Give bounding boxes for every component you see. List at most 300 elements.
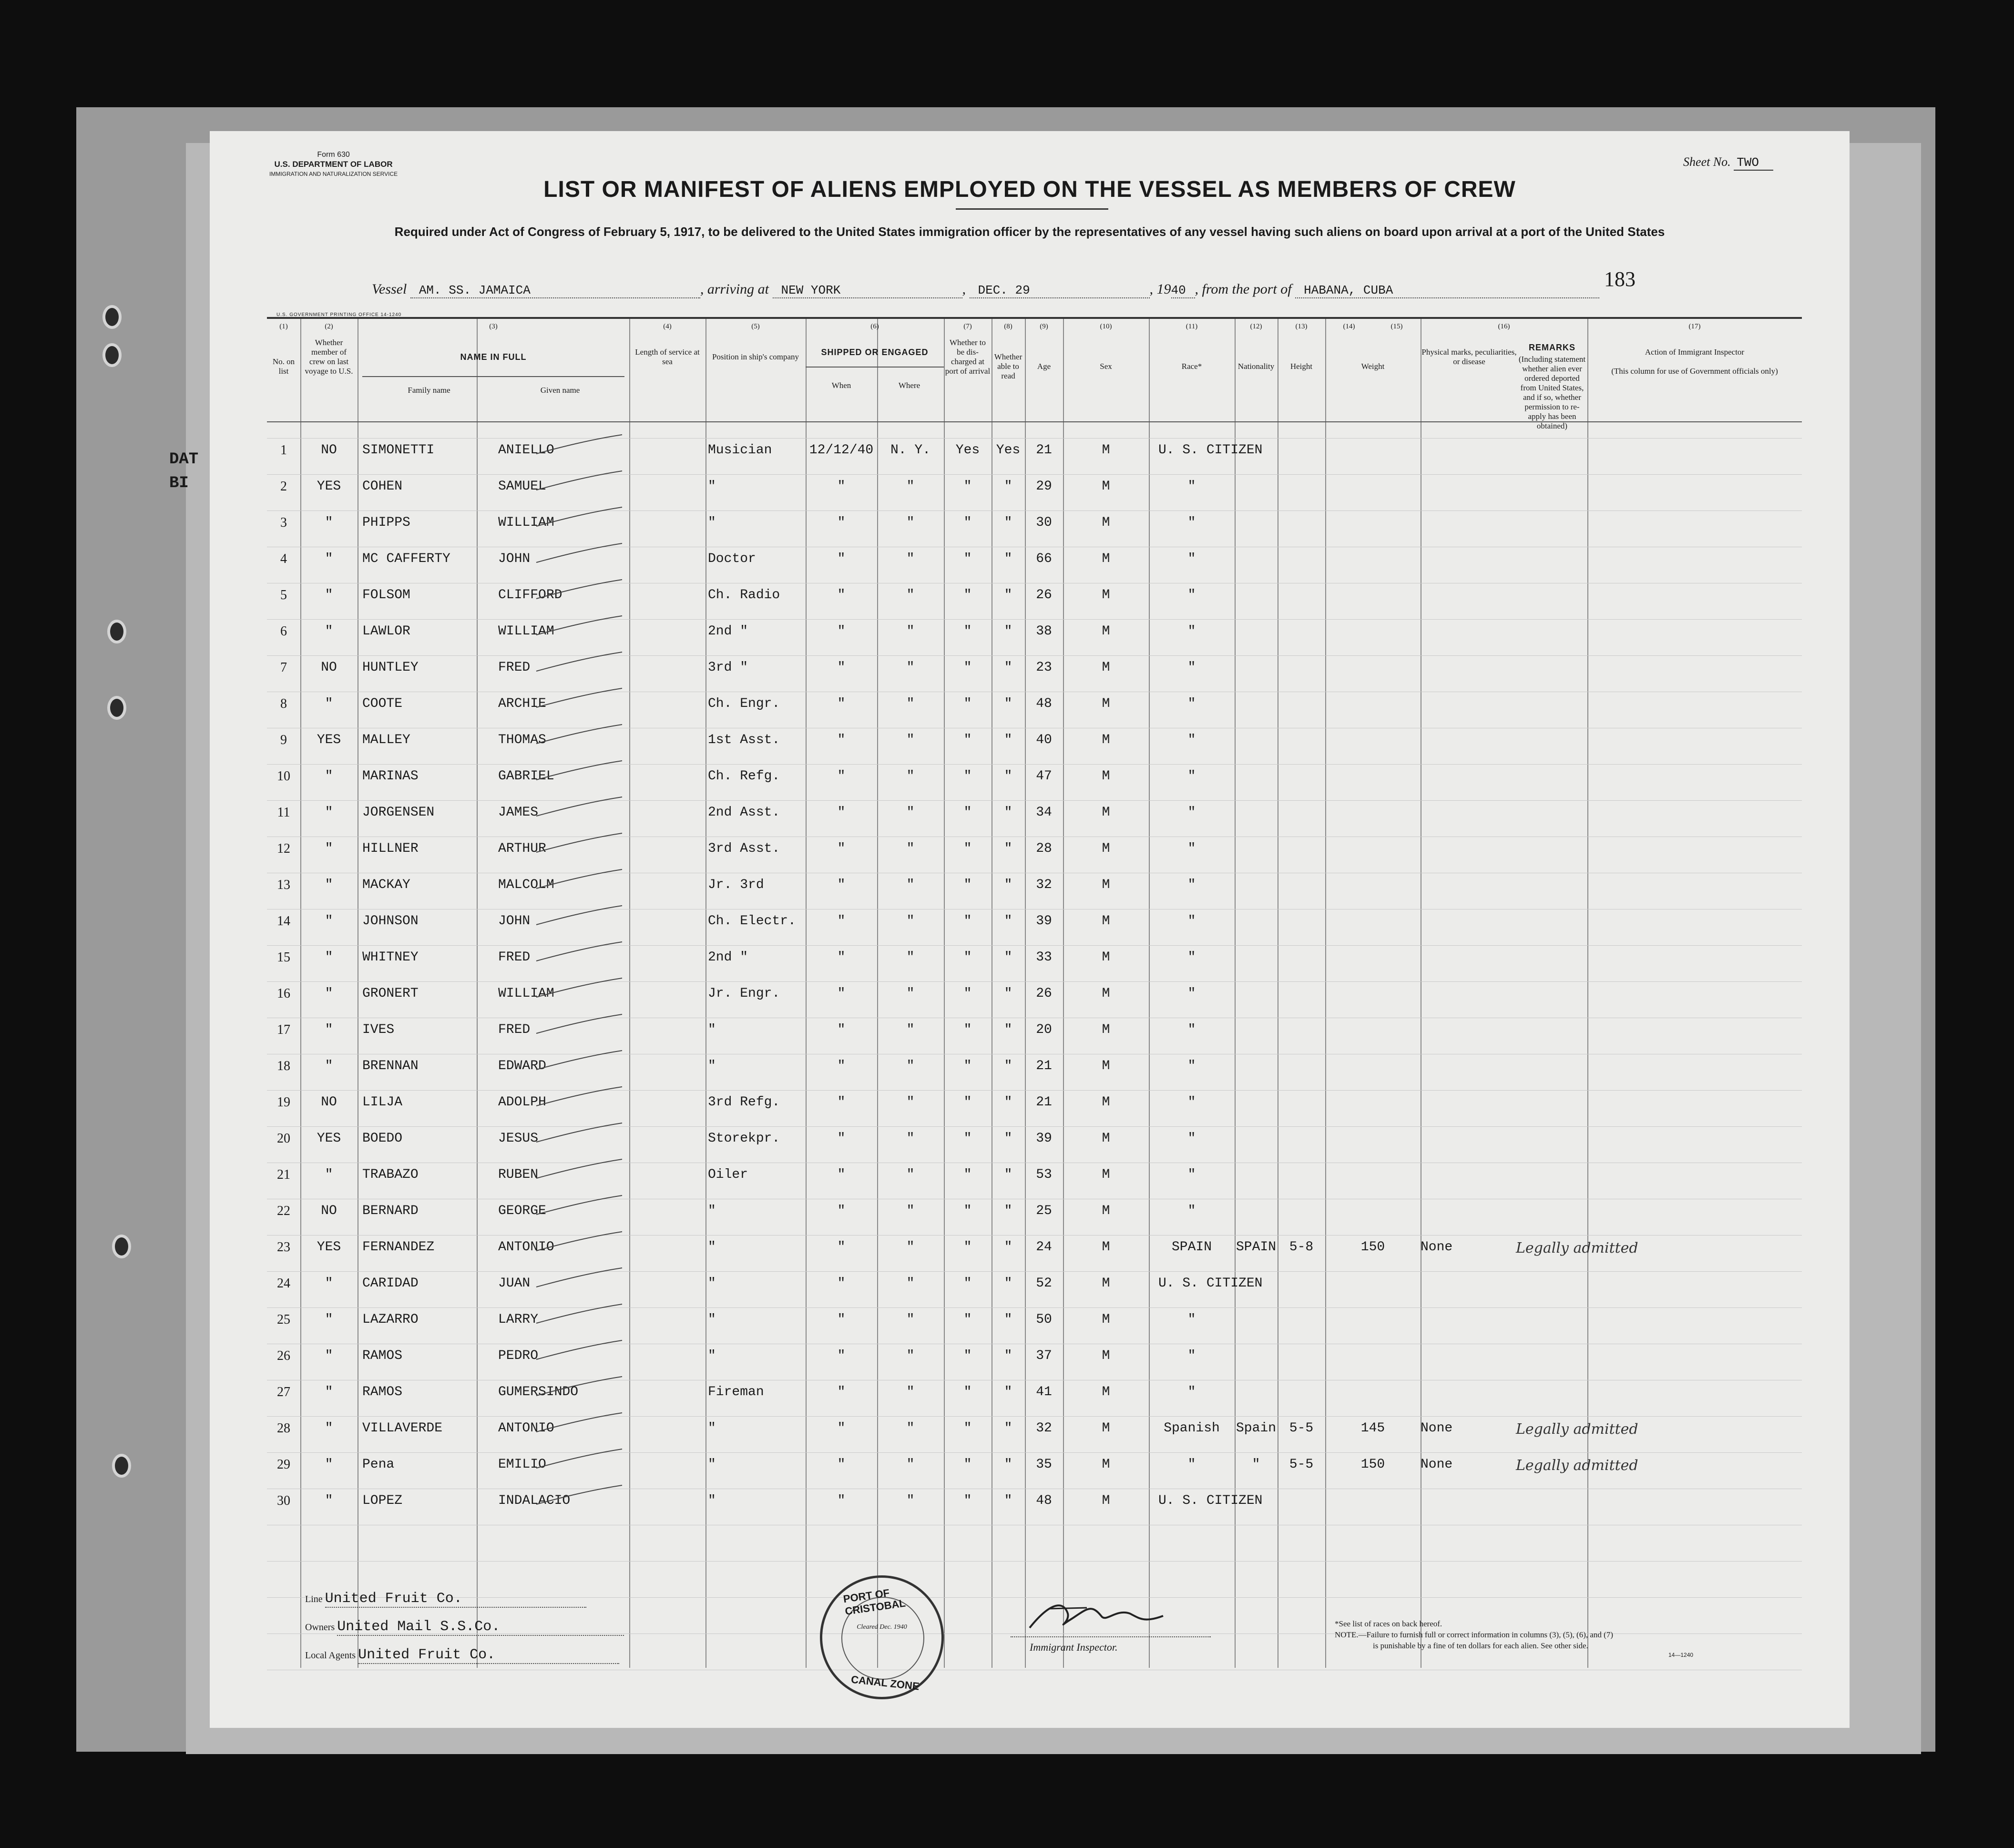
cell-position: ": [708, 1348, 716, 1363]
port-stamp: [820, 1575, 944, 1699]
cell-where: ": [906, 551, 915, 566]
cell-read: ": [1004, 1385, 1012, 1399]
cell-discharged: ": [963, 1240, 972, 1255]
stamp-top-text: PORT OF CRISTOBAL: [842, 1586, 907, 1618]
cell-family: LILJA: [362, 1095, 403, 1110]
cell-no: 26: [277, 1348, 290, 1363]
cell-height: 5-8: [1289, 1240, 1314, 1255]
cell-race: Spanish: [1164, 1421, 1220, 1436]
cell-member: ": [325, 950, 333, 965]
table-row: [267, 1385, 1802, 1421]
owners-label: Owners: [305, 1622, 335, 1633]
cell-read: ": [1004, 733, 1012, 747]
cell-no: 21: [277, 1167, 290, 1182]
cell-discharged: ": [963, 1095, 972, 1110]
inspector-label: Immigrant Inspector.: [1030, 1641, 1118, 1653]
cell-marks: None: [1421, 1457, 1453, 1472]
cell-height: 5-5: [1289, 1421, 1314, 1436]
cell-race: ": [1187, 1385, 1196, 1399]
cell-no: 15: [277, 950, 290, 965]
service: IMMIGRATION AND NATURALIZATION SERVICE: [269, 171, 398, 177]
cell-member: ": [325, 1457, 333, 1472]
cell-sex: M: [1102, 1312, 1110, 1327]
cell-discharged: ": [963, 1204, 972, 1218]
cell-member: ": [325, 1493, 333, 1508]
cell-position: 2nd ": [708, 950, 748, 965]
cell-discharged: ": [963, 1167, 972, 1182]
cell-age: 26: [1036, 986, 1052, 1001]
service-tick-mark: [534, 1447, 624, 1470]
signature-line: [1011, 1636, 1211, 1637]
cell-when: ": [837, 1312, 846, 1327]
cell-sex: M: [1102, 1167, 1110, 1182]
cell-race: ": [1187, 624, 1196, 639]
cell-read: ": [1004, 1493, 1012, 1508]
cell-read: ": [1004, 1457, 1012, 1472]
cell-given: ARTHUR: [498, 841, 546, 856]
cell-position: Doctor: [708, 551, 756, 566]
cell-race: ": [1187, 1312, 1196, 1327]
column-number: (16): [1498, 323, 1510, 330]
cell-age: 38: [1036, 624, 1052, 639]
cell-member: ": [325, 696, 333, 711]
cell-sex: M: [1102, 624, 1110, 639]
column-number: (9): [1040, 323, 1048, 330]
table-row: [267, 1022, 1802, 1059]
form-code: 14—1240: [1668, 1652, 1694, 1658]
cell-sex: M: [1102, 1131, 1110, 1146]
cell-family: GRONERT: [362, 986, 419, 1001]
cell-sex: M: [1102, 515, 1110, 530]
cell-sex: M: [1102, 986, 1110, 1001]
cell-given: ANTONIO: [498, 1240, 554, 1255]
cell-race: ": [1187, 1131, 1196, 1146]
header-whether-member: Whether member of crew on last voyage to U.S.: [305, 338, 353, 376]
row-band-line: [267, 438, 1802, 439]
table-row: [267, 624, 1802, 660]
cell-sex: M: [1102, 1276, 1110, 1291]
service-tick-mark: [534, 795, 624, 818]
cell-race: ": [1187, 733, 1196, 747]
cell-family: COOTE: [362, 696, 403, 711]
cell-sex: M: [1102, 805, 1110, 820]
cell-position: Ch. Electr.: [708, 914, 796, 929]
cell-position: ": [708, 1493, 716, 1508]
cell-no: 23: [277, 1240, 290, 1255]
cell-position: Ch. Radio: [708, 588, 780, 602]
cell-given: EMILIO: [498, 1457, 546, 1472]
cell-member: ": [325, 1167, 333, 1182]
cell-discharged: ": [963, 1276, 972, 1291]
cell-race: ": [1187, 950, 1196, 965]
header-discharged: Whether to be dis-charged at port of arrival: [945, 338, 991, 376]
column-number: (14): [1343, 323, 1355, 330]
service-tick-mark: [534, 1410, 624, 1434]
cell-sex: M: [1102, 769, 1110, 784]
cell-position: ": [708, 1457, 716, 1472]
cell-family: FERNANDEZ: [362, 1240, 435, 1255]
cell-read: ": [1004, 769, 1012, 784]
cell-given: JESUS: [498, 1131, 539, 1146]
header-action: Action of Immigrant Inspector: [1645, 347, 1745, 357]
cell-sex: M: [1102, 696, 1110, 711]
cell-member: YES: [317, 1240, 341, 1255]
service-tick-mark: [534, 469, 624, 492]
cell-family: Pena: [362, 1457, 395, 1472]
cell-discharged: ": [963, 986, 972, 1001]
cell-race: ": [1187, 986, 1196, 1001]
column-number: (12): [1250, 323, 1262, 330]
stamp-bottom-text: CANAL ZONE: [850, 1673, 920, 1693]
cell-race: ": [1187, 551, 1196, 566]
cell-where: ": [906, 986, 915, 1001]
cell-read: ": [1004, 1348, 1012, 1363]
cell-where: ": [906, 1022, 915, 1037]
cell-age: 41: [1036, 1385, 1052, 1399]
cell-given: WILLIAM: [498, 624, 554, 639]
cell-sex: M: [1102, 443, 1110, 458]
table-row: [267, 588, 1802, 624]
cell-read: ": [1004, 1421, 1012, 1436]
cell-race: ": [1187, 914, 1196, 929]
column-number: (3): [489, 323, 498, 330]
cell-family: LAWLOR: [362, 624, 410, 639]
arriving-port: NEW YORK: [773, 283, 962, 298]
service-tick-mark: [534, 650, 624, 674]
cell-age: 25: [1036, 1204, 1052, 1218]
cell-family: TRABAZO: [362, 1167, 419, 1182]
table-row: [267, 805, 1802, 841]
cell-age: 20: [1036, 1022, 1052, 1037]
cell-position: 3rd Refg.: [708, 1095, 780, 1110]
cell-no: 18: [277, 1059, 290, 1073]
cell-no: 5: [280, 588, 287, 602]
cell-where: ": [906, 1312, 915, 1327]
cell-position: ": [708, 1240, 716, 1255]
cell-when: ": [837, 1095, 846, 1110]
cell-age: 35: [1036, 1457, 1052, 1472]
cell-member: ": [325, 551, 333, 566]
cell-when: ": [837, 1167, 846, 1182]
shipped-rule: [806, 367, 944, 368]
punch-hole: [107, 696, 126, 720]
cell-given: THOMAS: [498, 733, 546, 747]
punch-hole: [112, 1235, 131, 1258]
cell-no: 6: [280, 624, 287, 639]
header-nationality: Nationality: [1237, 362, 1275, 371]
cell-age: 53: [1036, 1167, 1052, 1182]
cell-when: ": [837, 1240, 846, 1255]
from-label: , from the port of: [1195, 281, 1292, 297]
cell-race: ": [1187, 660, 1196, 675]
cell-position: Musician: [708, 443, 772, 458]
cell-position: ": [708, 479, 716, 494]
cell-where: ": [906, 878, 915, 892]
cell-age: 21: [1036, 443, 1052, 458]
cell-position: Jr. 3rd: [708, 878, 764, 892]
table-row: [267, 1457, 1802, 1493]
cell-when: ": [837, 1131, 846, 1146]
cell-where: ": [906, 769, 915, 784]
table-row: [267, 551, 1802, 588]
table-row: [267, 696, 1802, 733]
cell-family: MACKAY: [362, 878, 410, 892]
cell-sex: M: [1102, 733, 1110, 747]
cell-race: ": [1187, 696, 1196, 711]
table-row: [267, 914, 1802, 950]
table-row: [267, 1348, 1802, 1385]
cell-where: ": [906, 1348, 915, 1363]
cell-when: ": [837, 950, 846, 965]
cell-discharged: ": [963, 1385, 972, 1399]
cell-age: 66: [1036, 551, 1052, 566]
cell-nationality: SPAIN: [1236, 1240, 1276, 1255]
cell-family: PHIPPS: [362, 515, 410, 530]
cell-given: JOHN: [498, 551, 531, 566]
table-row: [267, 1167, 1802, 1204]
header-age: Age: [1037, 362, 1051, 371]
cell-member: ": [325, 914, 333, 929]
cell-where: ": [906, 1385, 915, 1399]
cell-sex: M: [1102, 1421, 1110, 1436]
cell-age: 37: [1036, 1348, 1052, 1363]
cell-discharged: ": [963, 1457, 972, 1472]
cell-read: ": [1004, 1167, 1012, 1182]
cell-nationality: ": [1252, 1457, 1260, 1472]
column-number: (13): [1295, 323, 1308, 330]
header-able-to-read: Whether able to read: [994, 352, 1022, 380]
cell-no: 7: [280, 660, 287, 675]
cell-sex: M: [1102, 660, 1110, 675]
cell-sex: M: [1102, 1059, 1110, 1073]
cell-member: ": [325, 1348, 333, 1363]
cell-given: RUBEN: [498, 1167, 539, 1182]
cell-where: ": [906, 624, 915, 639]
table-row: [267, 660, 1802, 696]
table-row: [267, 986, 1802, 1022]
cell-no: 20: [277, 1131, 290, 1146]
cell-position: 2nd Asst.: [708, 805, 780, 820]
cell-member: ": [325, 878, 333, 892]
cell-member: ": [325, 1312, 333, 1327]
cell-where: ": [906, 1095, 915, 1110]
sheet-value: TWO: [1734, 155, 1773, 171]
cell-family: LAZARRO: [362, 1312, 419, 1327]
table-row: [267, 878, 1802, 914]
header-shipped: SHIPPED OR ENGAGED: [821, 347, 929, 357]
service-tick-mark: [534, 1157, 624, 1181]
cell-age: 52: [1036, 1276, 1052, 1291]
footer-line: [305, 1585, 624, 1613]
cell-when: ": [837, 805, 846, 820]
arrival-date: DEC. 29: [970, 283, 1150, 298]
cell-family: HUNTLEY: [362, 660, 419, 675]
cell-given: INDALACIO: [498, 1493, 571, 1508]
table-row: [267, 1059, 1802, 1095]
column-number: (4): [663, 323, 672, 330]
cell-where: ": [906, 1167, 915, 1182]
cell-family: WHITNEY: [362, 950, 419, 965]
cell-where: ": [906, 950, 915, 965]
cell-race: ": [1187, 1059, 1196, 1073]
service-tick-mark: [534, 867, 624, 891]
column-number: (10): [1100, 323, 1112, 330]
cell-position: Storekpr.: [708, 1131, 780, 1146]
cell-sex: M: [1102, 1385, 1110, 1399]
cell-member: ": [325, 1022, 333, 1037]
cell-sex: M: [1102, 588, 1110, 602]
column-number: (6): [870, 323, 879, 330]
cell-when: ": [837, 914, 846, 929]
cell-when: ": [837, 1276, 846, 1291]
table-row: [267, 1312, 1802, 1348]
cell-discharged: ": [963, 479, 972, 494]
cell-position: ": [708, 1059, 716, 1073]
cell-nationality: Spain: [1236, 1421, 1276, 1436]
cell-when: ": [837, 1059, 846, 1073]
inspector-signature: [1020, 1594, 1201, 1637]
cell-position: 2nd ": [708, 624, 748, 639]
cell-age: 32: [1036, 878, 1052, 892]
cell-where: ": [906, 1421, 915, 1436]
table-row: [267, 1276, 1802, 1312]
cell-race: ": [1187, 1457, 1196, 1472]
service-tick-mark: [534, 1266, 624, 1289]
cell-remarks: Legally admitted: [1516, 1240, 1638, 1256]
service-tick-mark: [534, 1012, 624, 1036]
service-tick-mark: [534, 541, 624, 565]
header-action-sub: (This column for use of Government officials only): [1611, 367, 1778, 376]
header-height: Height: [1290, 362, 1313, 371]
table-row: [267, 1240, 1802, 1276]
cell-member: YES: [317, 733, 341, 747]
cell-where: N. Y.: [890, 443, 930, 458]
cell-read: ": [1004, 696, 1012, 711]
cell-height: 5-5: [1289, 1457, 1314, 1472]
cell-member: ": [325, 1421, 333, 1436]
service-tick-mark: [534, 1121, 624, 1144]
page-title: LIST OR MANIFEST OF ALIENS EMPLOYED ON THE VESSEL AS MEMBERS OF CREW: [543, 177, 1516, 202]
cell-weight: 145: [1360, 1421, 1385, 1436]
cell-given: SAMUEL: [498, 479, 546, 494]
cell-member: ": [325, 841, 333, 856]
cell-no: 8: [280, 696, 287, 711]
cell-age: 28: [1036, 841, 1052, 856]
from-port: HABANA, CUBA: [1295, 283, 1599, 298]
service-tick-mark: [534, 1374, 624, 1398]
table-row: [267, 1421, 1802, 1457]
cell-sex: M: [1102, 1204, 1110, 1218]
table-row: [267, 1493, 1802, 1530]
cell-family: COHEN: [362, 479, 403, 494]
cell-discharged: ": [963, 1421, 972, 1436]
cell-read: ": [1004, 660, 1012, 675]
cell-sex: M: [1102, 950, 1110, 965]
service-tick-mark: [534, 903, 624, 927]
cell-no: 11: [277, 805, 290, 820]
agents-value: United Fruit Co.: [358, 1647, 619, 1664]
cell-no: 1: [280, 443, 287, 458]
cell-member: ": [325, 1276, 333, 1291]
cell-position: 3rd Asst.: [708, 841, 780, 856]
punch-hole: [112, 1454, 131, 1478]
cell-when: ": [837, 1457, 846, 1472]
cell-member: NO: [321, 660, 337, 675]
cell-position: Fireman: [708, 1385, 764, 1399]
cell-position: ": [708, 515, 716, 530]
cell-member: ": [325, 805, 333, 820]
form-number: Form 630: [317, 151, 350, 159]
cell-member: ": [325, 1059, 333, 1073]
cell-when: ": [837, 841, 846, 856]
cell-sex: M: [1102, 1240, 1110, 1255]
cell-sex: M: [1102, 551, 1110, 566]
cell-no: 29: [277, 1457, 290, 1472]
cell-member: ": [325, 624, 333, 639]
cell-no: 19: [277, 1095, 290, 1110]
cell-read: ": [1004, 1240, 1012, 1255]
cell-given: ARCHIE: [498, 696, 546, 711]
service-tick-mark: [534, 758, 624, 782]
cell-where: ": [906, 660, 915, 675]
cell-given: JUAN: [498, 1276, 531, 1291]
cell-position: 1st Asst.: [708, 733, 780, 747]
table-row: [267, 1131, 1802, 1167]
cell-given: FRED: [498, 950, 531, 965]
table-row: [267, 479, 1802, 515]
side-label-2: BI: [169, 474, 189, 492]
cell-given: WILLIAM: [498, 515, 554, 530]
arriving-label: , arriving at: [700, 281, 769, 297]
cell-sex: M: [1102, 841, 1110, 856]
cell-position: Ch. Refg.: [708, 769, 780, 784]
cell-discharged: ": [963, 1493, 972, 1508]
cell-discharged: ": [963, 805, 972, 820]
cell-age: 48: [1036, 1493, 1052, 1508]
cell-read: Yes: [996, 443, 1021, 458]
vessel-line: Vessel AM. SS. JAMAICA , arriving at NEW YORK , DEC. 29 , 1940 , from the port of HABANA, CUBA: [372, 281, 1599, 298]
punch-hole: [107, 620, 126, 643]
cell-age: 29: [1036, 479, 1052, 494]
column-number: (17): [1688, 323, 1701, 330]
header-when: When: [831, 381, 851, 390]
cell-given: FRED: [498, 660, 531, 675]
footnotes: [1335, 1618, 1613, 1651]
service-tick-mark: [534, 613, 624, 637]
cell-where: ": [906, 588, 915, 602]
cell-read: ": [1004, 805, 1012, 820]
cell-discharged: Yes: [955, 443, 980, 458]
cell-age: 50: [1036, 1312, 1052, 1327]
cell-age: 23: [1036, 660, 1052, 675]
cell-given: GEORGE: [498, 1204, 546, 1218]
cell-member: ": [325, 588, 333, 602]
service-tick-mark: [534, 1193, 624, 1217]
cell-when: ": [837, 1421, 846, 1436]
cell-no: 22: [277, 1204, 290, 1218]
cell-marks: None: [1421, 1421, 1453, 1436]
cell-race: ": [1187, 841, 1196, 856]
cell-sex: M: [1102, 878, 1110, 892]
cell-no: 12: [277, 841, 290, 856]
header-weight: Weight: [1361, 362, 1385, 371]
cell-discharged: ": [963, 1059, 972, 1073]
table-row: [267, 769, 1802, 805]
cell-age: 32: [1036, 1421, 1052, 1436]
service-tick-mark: [534, 432, 624, 456]
cell-given: CLIFFORD: [498, 588, 562, 602]
cell-discharged: ": [963, 733, 972, 747]
